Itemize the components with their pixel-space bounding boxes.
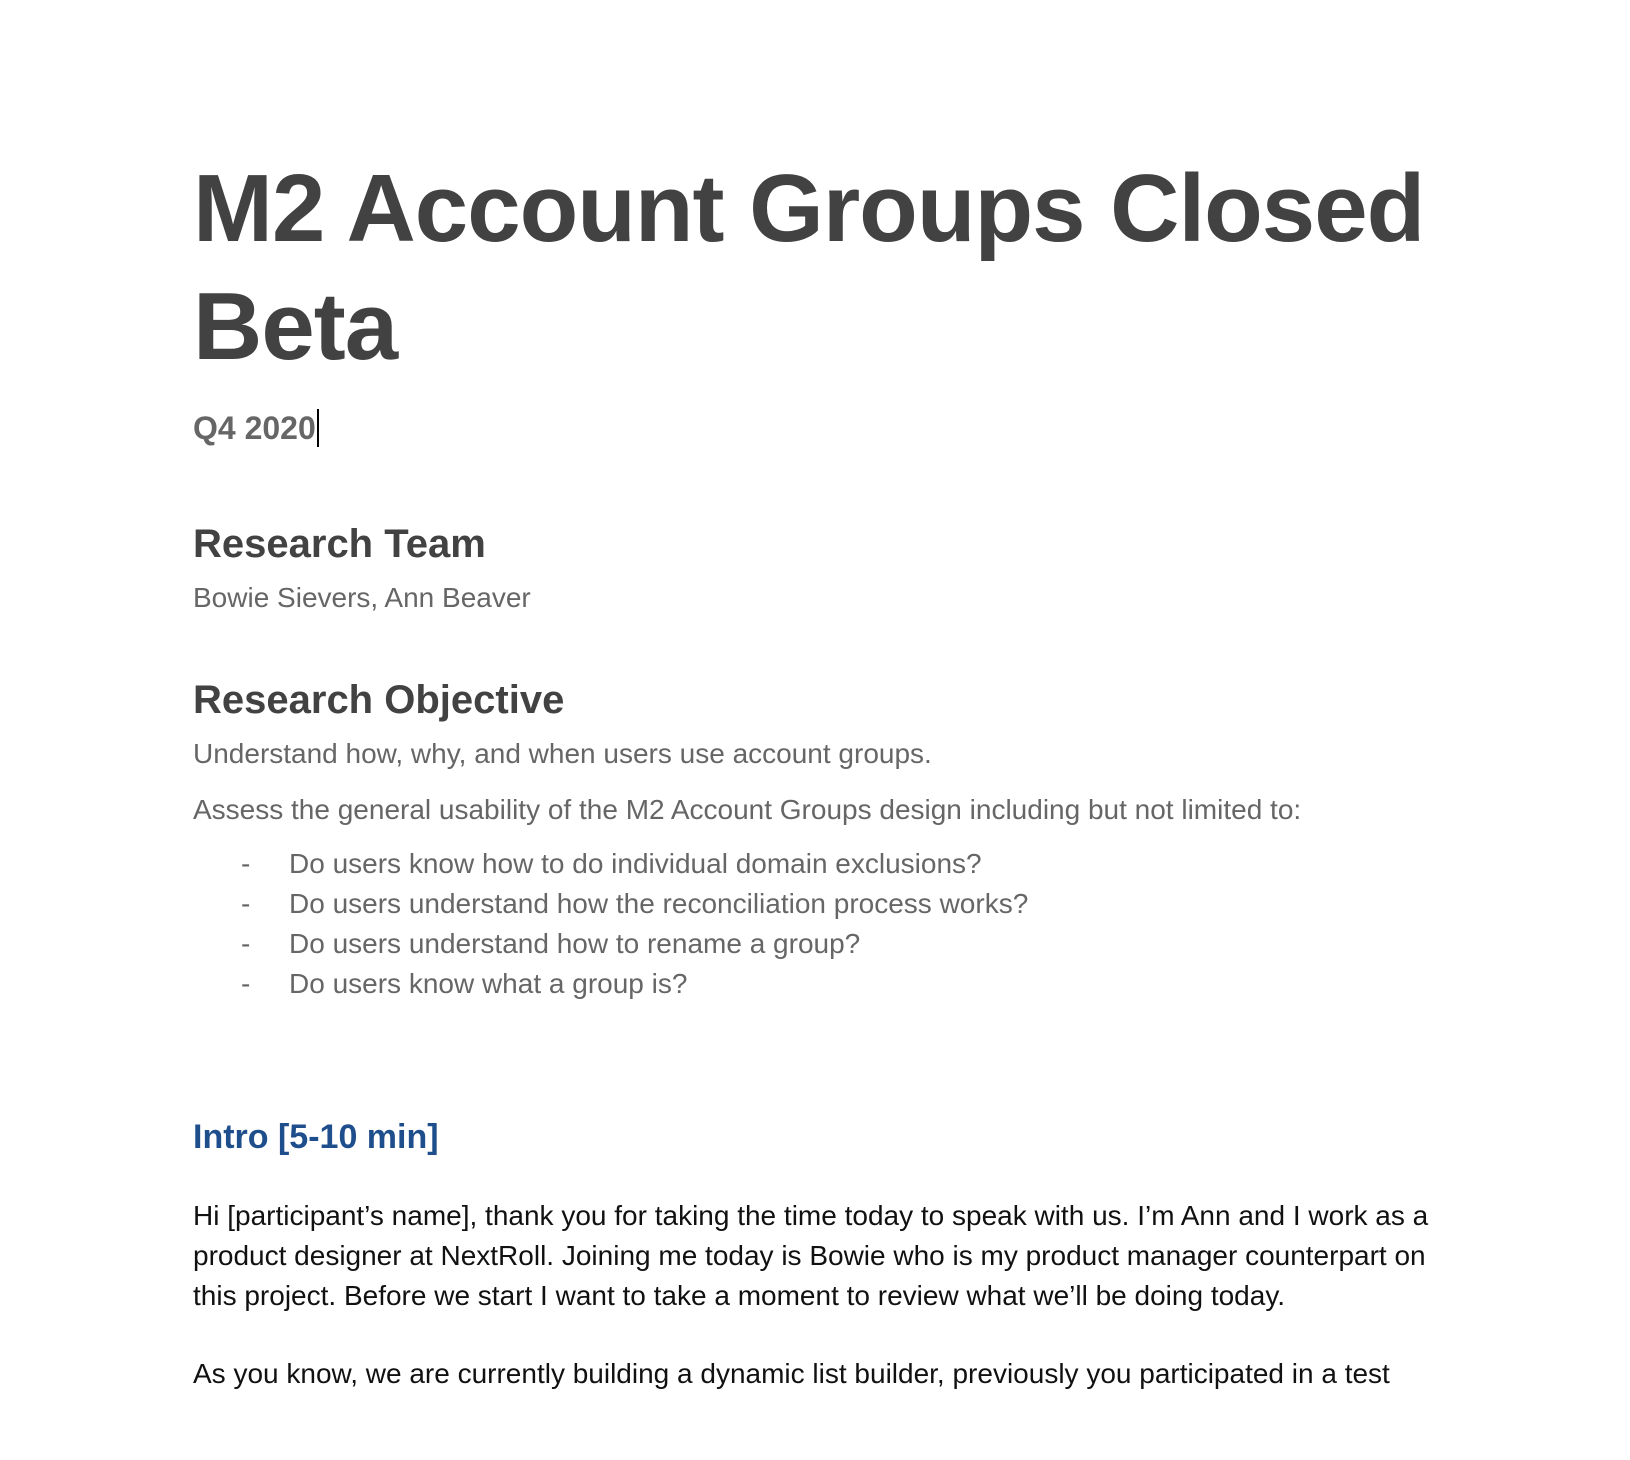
objective-question-list bbox=[193, 844, 1463, 1004]
research-objective-heading[interactable]: Research Objective bbox=[193, 678, 565, 722]
text-cursor bbox=[317, 409, 319, 447]
list-item-text: Do users know how to do individual domain exclusions? bbox=[289, 848, 982, 879]
list-item[interactable] bbox=[193, 844, 1463, 884]
bullet-dash: - bbox=[241, 928, 251, 959]
research-team-members[interactable]: Bowie Sievers, Ann Beaver bbox=[193, 582, 531, 613]
list-item-text: Do users understand how to rename a group? bbox=[289, 928, 861, 959]
objective-paragraph-2[interactable]: Assess the general usability of the M2 Account Groups design including but not limited to: bbox=[193, 794, 1302, 825]
bullet-dash: - bbox=[241, 888, 251, 919]
intro-heading[interactable]: Intro [5-10 min] bbox=[193, 1118, 439, 1156]
research-team-heading[interactable]: Research Team bbox=[193, 522, 486, 566]
bullet-dash: - bbox=[241, 968, 251, 999]
list-item[interactable] bbox=[193, 884, 1463, 924]
subtitle-text: Q4 2020 bbox=[193, 410, 316, 446]
bullet-dash: - bbox=[241, 848, 251, 879]
list-item-text: Do users understand how the reconciliation process works? bbox=[289, 888, 1029, 919]
list-item[interactable] bbox=[193, 964, 1463, 1004]
document-title[interactable]: M2 Account Groups Closed Beta bbox=[193, 155, 1425, 380]
objective-paragraph-1[interactable]: Understand how, why, and when users use account groups. bbox=[193, 738, 932, 769]
intro-paragraph-1[interactable]: Hi [participant’s name], thank you for taking the time today to speak with us. I’m Ann and I work as a product designer at NextRoll. Joining me today is Bowie who is my product manager counterpart on this project. Before we start I want to take a moment to review what we’ll be doing today. bbox=[193, 1200, 1429, 1311]
list-item-text: Do users know what a group is? bbox=[289, 968, 688, 999]
list-item[interactable] bbox=[193, 924, 1463, 964]
document-body bbox=[193, 150, 1463, 1394]
document-subtitle[interactable] bbox=[193, 406, 319, 450]
intro-paragraph-2[interactable]: As you know, we are currently building a dynamic list builder, previously you participated in a test bbox=[193, 1358, 1390, 1389]
